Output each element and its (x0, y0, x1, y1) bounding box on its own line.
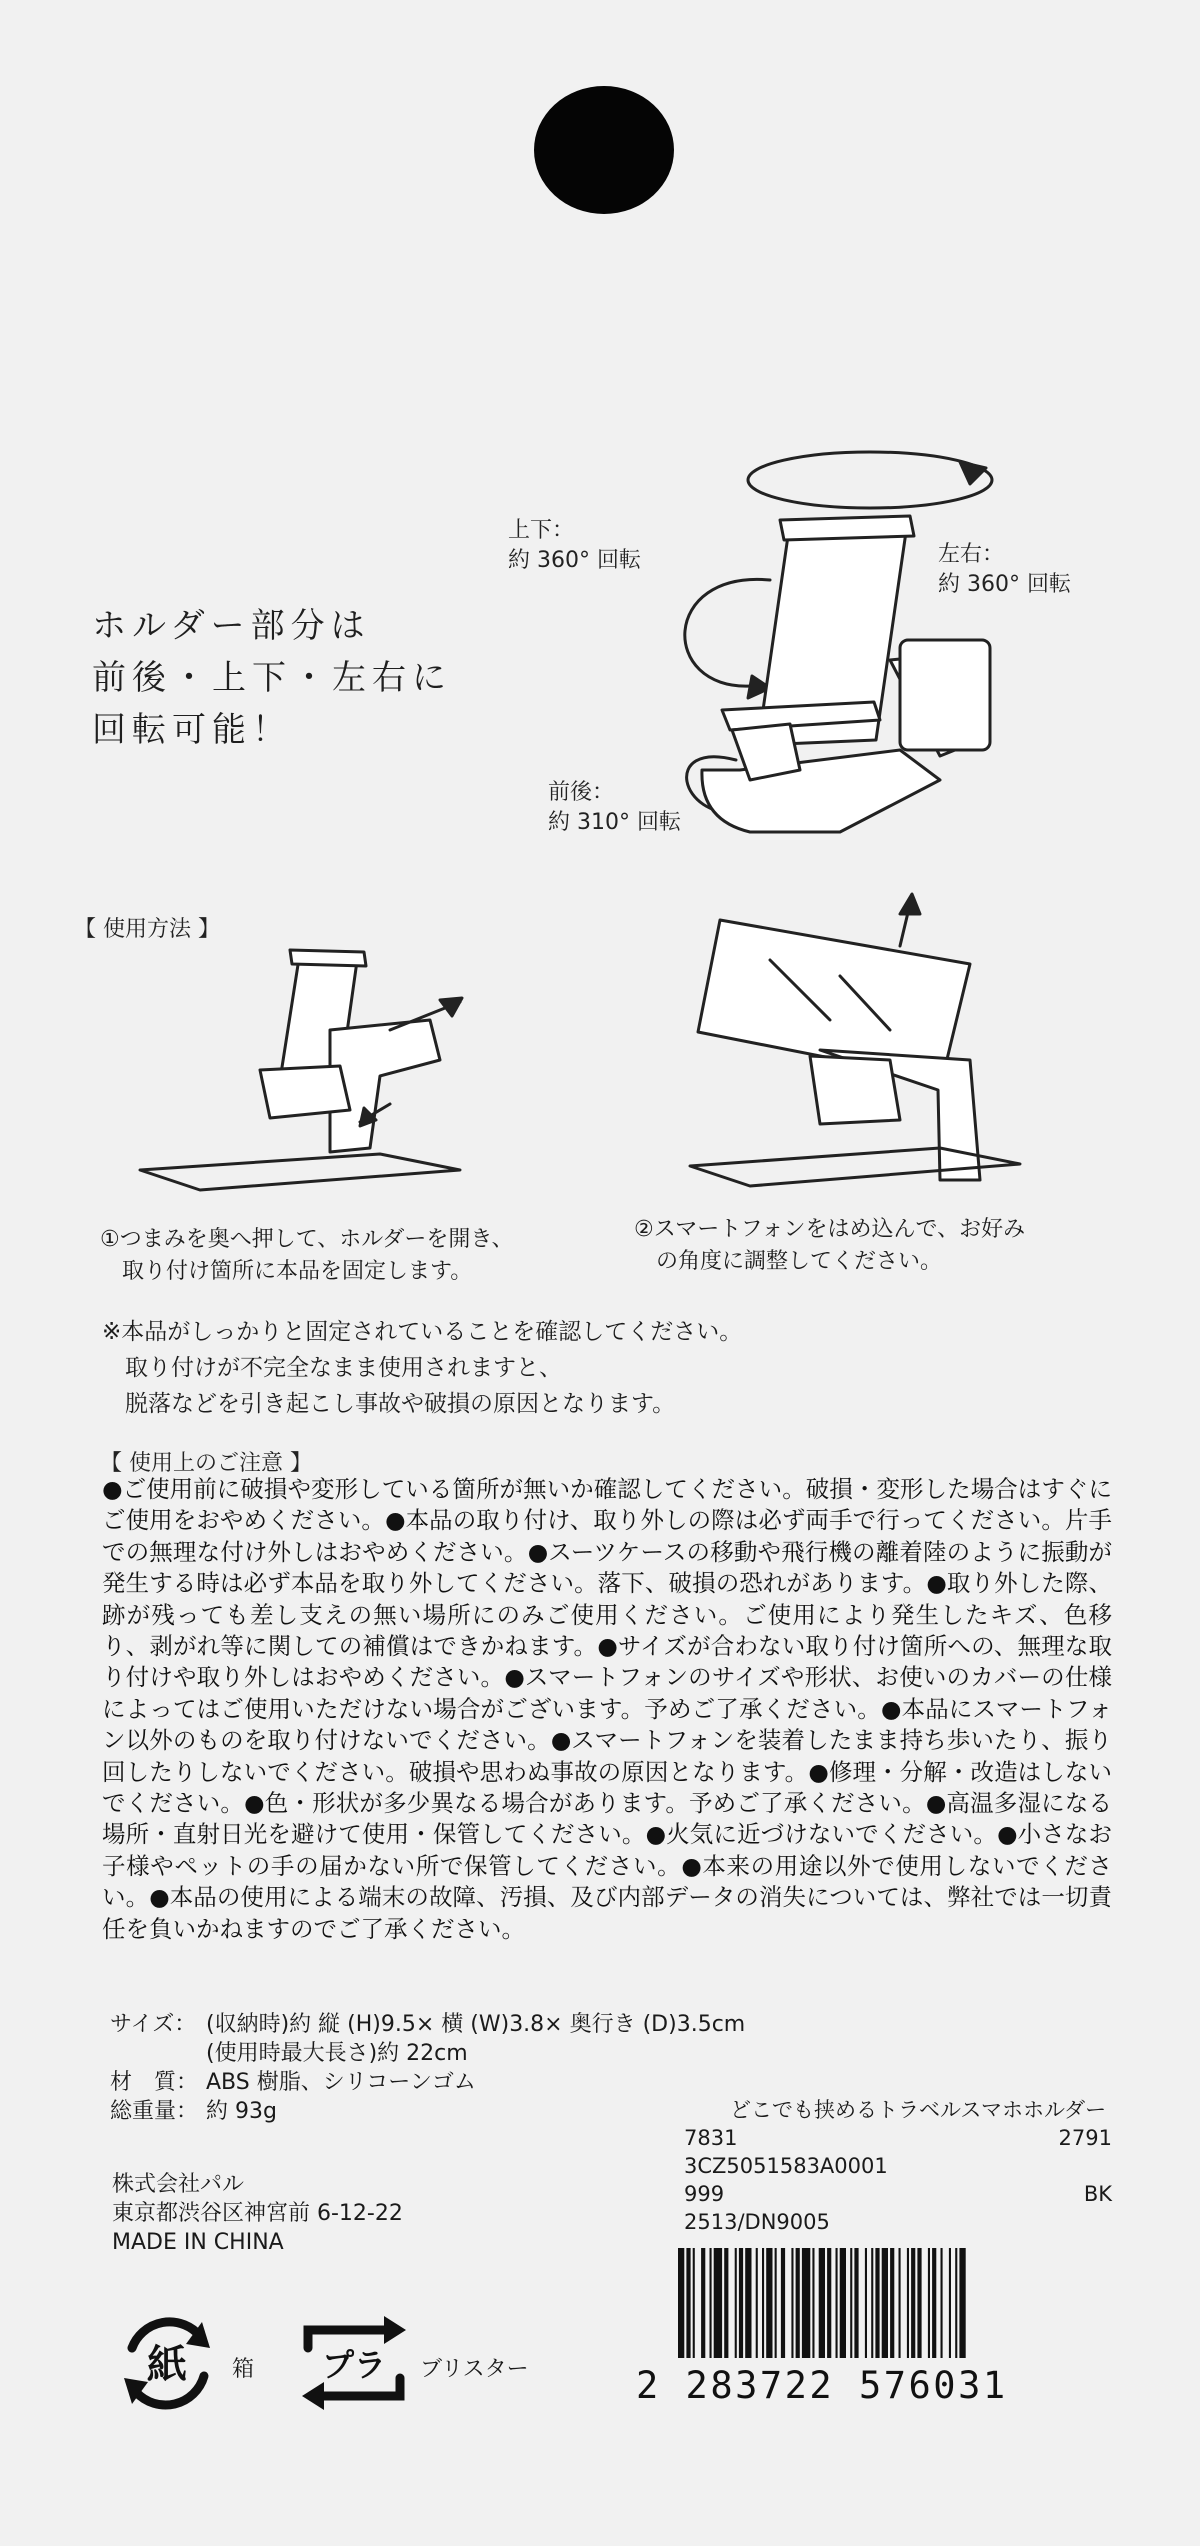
step1-holder-clip (290, 950, 366, 966)
product-code1-right: 2791 (1058, 2126, 1112, 2150)
barcode-bar (854, 2248, 858, 2358)
barcode (678, 2248, 1114, 2358)
usage-step2: ②スマートフォンをはめ込んで、お好み の角度に調整してください。 (634, 1217, 1026, 1274)
barcode-bar (710, 2248, 712, 2358)
paper-mark: 紙 (147, 2342, 187, 2388)
product-name: どこでも挟めるトラベルスマホホルダー (730, 2098, 1107, 2122)
hang-hole (534, 86, 674, 214)
barcode-bar (899, 2248, 901, 2358)
step1-table (140, 1154, 460, 1190)
barcode-bar (735, 2248, 737, 2358)
barcode-bar (890, 2248, 894, 2358)
barcode-bar (802, 2248, 810, 2358)
company-name: 株式会社パル (112, 2172, 245, 2197)
spec-material-key: 材 質： (110, 2070, 199, 2095)
horizontal-rotation-label: 左右： 約 360° 回転 (938, 542, 1071, 597)
product-code3: 999 (684, 2182, 725, 2206)
headline: ホルダー部分は 前後・上下・左右に 回転可能！ (92, 606, 452, 750)
rotation-diagram (640, 440, 1080, 860)
product-code4: 2513/DN9005 (684, 2210, 830, 2234)
holder-base (702, 750, 940, 832)
caution-title: 【 使用上のご注意 】 (100, 1451, 312, 1476)
barcode-bar (836, 2248, 838, 2358)
paper-label: 箱 (232, 2357, 255, 2382)
barcode-bar (766, 2248, 772, 2358)
usage-step2-illustration (690, 880, 1030, 1200)
barcode-bar (827, 2248, 831, 2358)
step1-base (260, 1066, 350, 1118)
barcode-bar (756, 2248, 758, 2358)
product-label (684, 2096, 1112, 2236)
vertical-rotation-arrow (685, 579, 770, 686)
company-info (112, 2170, 403, 2257)
barcode-bar (724, 2248, 728, 2358)
spec-weight-value: 約 93g (206, 2099, 277, 2124)
barcode-bar (928, 2248, 930, 2358)
company-address: 東京都渋谷区神宮前 6-12-22 (112, 2201, 403, 2226)
barcode-bar (812, 2248, 814, 2358)
product-code2: 3CZ5051583A0001 (684, 2154, 888, 2178)
barcode-bar (714, 2248, 722, 2358)
barcode-bar (875, 2248, 879, 2358)
barcode-bar (693, 2248, 695, 2358)
barcode-bar (840, 2248, 846, 2358)
barcode-bar (871, 2248, 873, 2358)
spec-weight-key: 総重量： (110, 2099, 199, 2124)
holder-top-clip (780, 516, 914, 540)
origin: MADE IN CHINA (112, 2230, 284, 2255)
barcode-bar (850, 2248, 852, 2358)
usage-step1: ①つまみを奥へ押して、ホルダーを開き、 取り付け箇所に本品を固定します。 (100, 1227, 514, 1284)
plastic-mark: プラ (321, 2346, 387, 2384)
barcode-bar (882, 2248, 888, 2358)
barcode-bar (762, 2248, 764, 2358)
barcode-bar (686, 2248, 690, 2358)
step2-arrowhead-up (900, 894, 920, 914)
step1-clamp (330, 1020, 440, 1152)
barcode-bar (819, 2248, 825, 2358)
spec-size-row2 (110, 2039, 870, 2068)
barcode-bar (932, 2248, 936, 2358)
barcode-bar (739, 2248, 743, 2358)
clamp-pad (900, 640, 990, 750)
barcode-digits: 2 283722 576031 (636, 2364, 1008, 2407)
spec-size-row (110, 2010, 870, 2039)
horizontal-arrowhead (960, 462, 986, 484)
barcode-bar (781, 2248, 785, 2358)
barcode-bar (865, 2248, 867, 2358)
paper-recycle-icon (112, 2308, 222, 2418)
barcode-bar (917, 2248, 921, 2358)
plastic-label: ブリスター (420, 2357, 529, 2382)
spec-size-key: サイズ： (110, 2012, 197, 2037)
spec-size-value: (収納時)約 縦 (H)9.5× 横 (W)3.8× 奥行き (D)3.5cm (206, 2012, 746, 2037)
barcode-bar (796, 2248, 800, 2358)
usage-step1-illustration (140, 940, 480, 1200)
product-code1: 7831 (684, 2126, 738, 2150)
spec-material-row (110, 2068, 870, 2097)
vertical-rotation-label: 上下： 約 360° 回転 (508, 518, 641, 573)
barcode-bar (791, 2248, 793, 2358)
spec-size-value2: (使用時最大長さ)約 22cm (206, 2041, 468, 2066)
usage-title: 【 使用方法 】 (74, 917, 220, 942)
barcode-bar (701, 2248, 705, 2358)
fixing-note: ※本品がしっかりと固定されていることを確認してください。 取り付けが不完全なまま使用されますと、 脱落などを引き起こし事故や破損の原因となります。 (102, 1319, 743, 1417)
barcode-bar (678, 2248, 684, 2358)
spec-material-value: ABS 樹脂、シリコーンゴム (206, 2070, 476, 2095)
caution-body: ●ご使用前に破損や変形している箇所が無いか確認してください。破損・変形した場合はすぐにご使用をおやめください。●本品の取り付け、取り外しの際は必ず両手で行ってください。片手での無理な付け外しはおやめください。●スーツケースの移動や飛行機の離着陸のように振動が発生する時は必ず本品を取り外してください。落下、破損の恐れがあります。●取り外した際、跡が残っても差し支えの無い場所にのみご使用ください。ご使用により発生したキズ、色移り、剥がれ等に関しての補償はできかねます。●サイズが合わない取り付け箇所への、無理な取り付けや取り外しはおやめください。●スマートフォンのサイズや形状、お使いのカバーの仕様によってはご使用いただけない場合がございます。予めご了承ください。●本品にスマートフォン以外のものを取り付けないでください。●スマートフォンを装着したまま持ち歩いたり、振り回したりしないでください。破損や思わぬ事故の原因となります。●修理・分解・改造はしないでください。●色・形状が多少異なる場合があります。予めご了承ください。●高温多湿になる場所・直射日光を避けて使用・保管してください。●火気に近づけないでください。●小さなお子様やペットの手の届かない所で保管してください。●本来の用途以外で使用しないでください。●本品の使用による端末の故障、汚損、及び内部データの消失については、弊社では一切責任を負いかねますのでご了承ください。 (102, 1475, 1112, 1943)
barcode-bar (959, 2248, 965, 2358)
product-color: BK (1083, 2182, 1112, 2206)
horizontal-rotation-arrow (748, 452, 992, 508)
barcode-bar (941, 2248, 943, 2358)
barcode-bar (775, 2248, 777, 2358)
barcode-bar (949, 2248, 951, 2358)
barcode-bar (907, 2248, 909, 2358)
barcode-bar (911, 2248, 915, 2358)
front-back-rotation-label: 前後： 約 310° 回転 (548, 780, 681, 835)
step1-arrowhead-up (440, 998, 462, 1016)
step2-base (810, 1056, 900, 1124)
barcode-bar (745, 2248, 751, 2358)
plastic-recycle-icon (294, 2308, 414, 2418)
barcode-bar (955, 2248, 957, 2358)
